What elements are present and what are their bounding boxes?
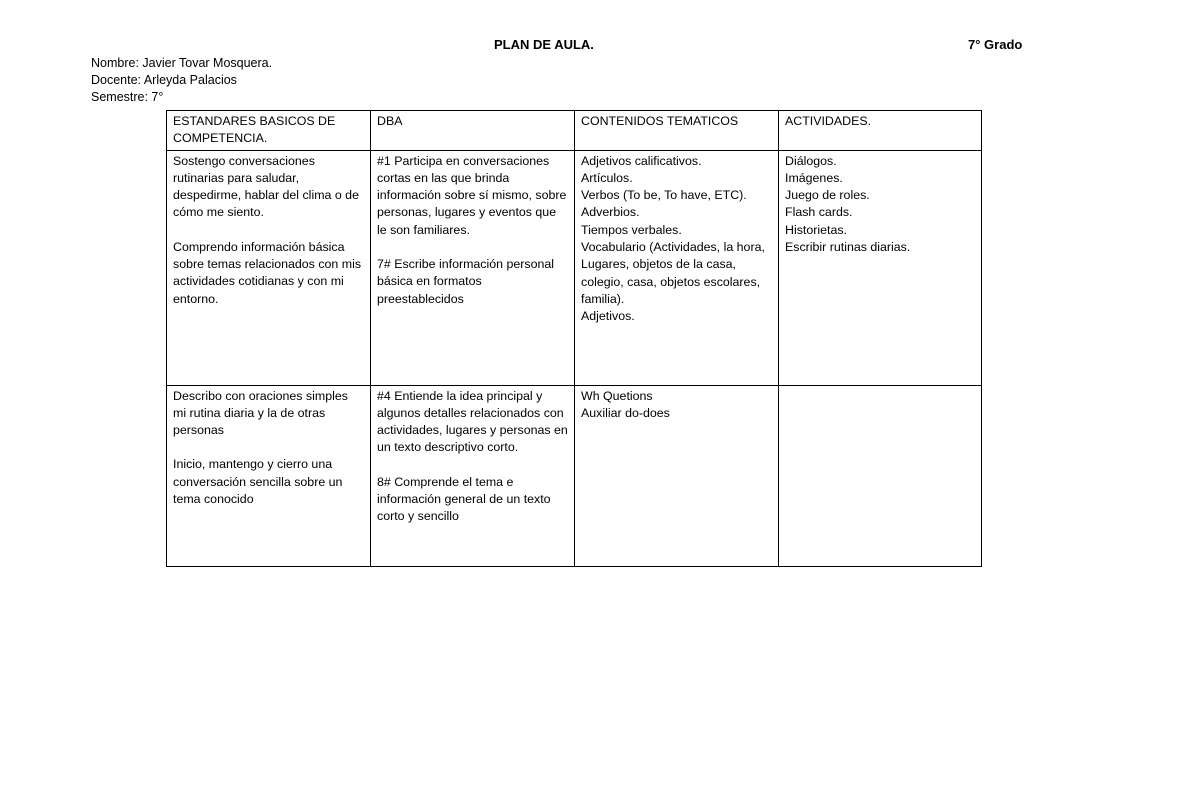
estandar-item: Sostengo conversaciones rutinarias para saludar, despedirme, hablar del clima o de cómo me siento. xyxy=(173,153,359,220)
cell-contenidos xyxy=(575,150,779,385)
student-name: Nombre: Javier Tovar Mosquera. xyxy=(91,56,273,70)
lesson-plan-table xyxy=(166,110,982,567)
cell-estandares xyxy=(167,385,371,566)
header-actividades: ACTIVIDADES. xyxy=(779,111,982,151)
actividad-item: Diálogos. xyxy=(785,153,837,168)
header-contenidos: CONTENIDOS TEMATICOS xyxy=(575,111,779,151)
dba-item: #1 Participa en conversaciones cortas en las que brinda información sobre sí mismo, sobre personas, lugares y eventos que le son familiares. xyxy=(377,153,567,237)
contenido-item: Wh Quetions xyxy=(581,388,653,403)
contenido-item: Auxiliar do-does xyxy=(581,405,670,420)
actividad-item: Flash cards. xyxy=(785,205,853,220)
header-estandares: ESTANDARES BASICOS DE COMPETENCIA. xyxy=(167,111,371,151)
estandar-item: Inicio, mantengo y cierro una conversación sencilla sobre un tema conocido xyxy=(173,457,343,507)
actividad-item: Escribir rutinas diarias. xyxy=(785,240,911,255)
actividad-item: Juego de roles. xyxy=(785,188,870,203)
header-dba: DBA xyxy=(371,111,575,151)
page-title: PLAN DE AULA. xyxy=(494,37,594,52)
cell-estandares xyxy=(167,150,371,385)
dba-item: 8# Comprende el tema e información general de un texto corto y sencillo xyxy=(377,474,551,524)
contenido-item: Vocabulario (Actividades, la hora, Lugares, objetos de la casa, colegio, casa, objetos escolares, familia). xyxy=(581,240,765,306)
table-header-row xyxy=(167,111,982,151)
cell-actividades xyxy=(779,385,982,566)
actividad-item: Imágenes. xyxy=(785,170,843,185)
table-row xyxy=(167,385,982,566)
contenido-item: Tiempos verbales. xyxy=(581,222,682,237)
semester-label: Semestre: 7° xyxy=(91,90,164,104)
contenido-item: Adverbios. xyxy=(581,205,640,220)
cell-dba xyxy=(371,385,575,566)
dba-item: 7# Escribe información personal básica en formatos preestablecidos xyxy=(377,257,555,306)
teacher-name: Docente: Arleyda Palacios xyxy=(91,73,237,87)
cell-actividades xyxy=(779,150,982,385)
cell-dba xyxy=(371,150,575,385)
cell-contenidos xyxy=(575,385,779,566)
contenido-item: Adjetivos calificativos. xyxy=(581,153,702,168)
grade-label: 7° Grado xyxy=(968,37,1023,52)
contenido-item: Adjetivos. xyxy=(581,309,635,324)
dba-item: #4 Entiende la idea principal y algunos detalles relacionados con actividades, lugares y personas en un texto descriptivo corto. xyxy=(377,388,568,455)
contenido-item: Artículos. xyxy=(581,170,633,185)
contenido-item: Verbos (To be, To have, ETC). xyxy=(581,188,747,203)
table-row xyxy=(167,150,982,385)
estandar-item: Comprendo información básica sobre temas relacionados con mis actividades cotidianas y con mi entorno. xyxy=(173,239,362,306)
estandar-item: Describo con oraciones simples mi rutina diaria y la de otras personas xyxy=(173,388,348,438)
actividad-item: Historietas. xyxy=(785,222,847,237)
